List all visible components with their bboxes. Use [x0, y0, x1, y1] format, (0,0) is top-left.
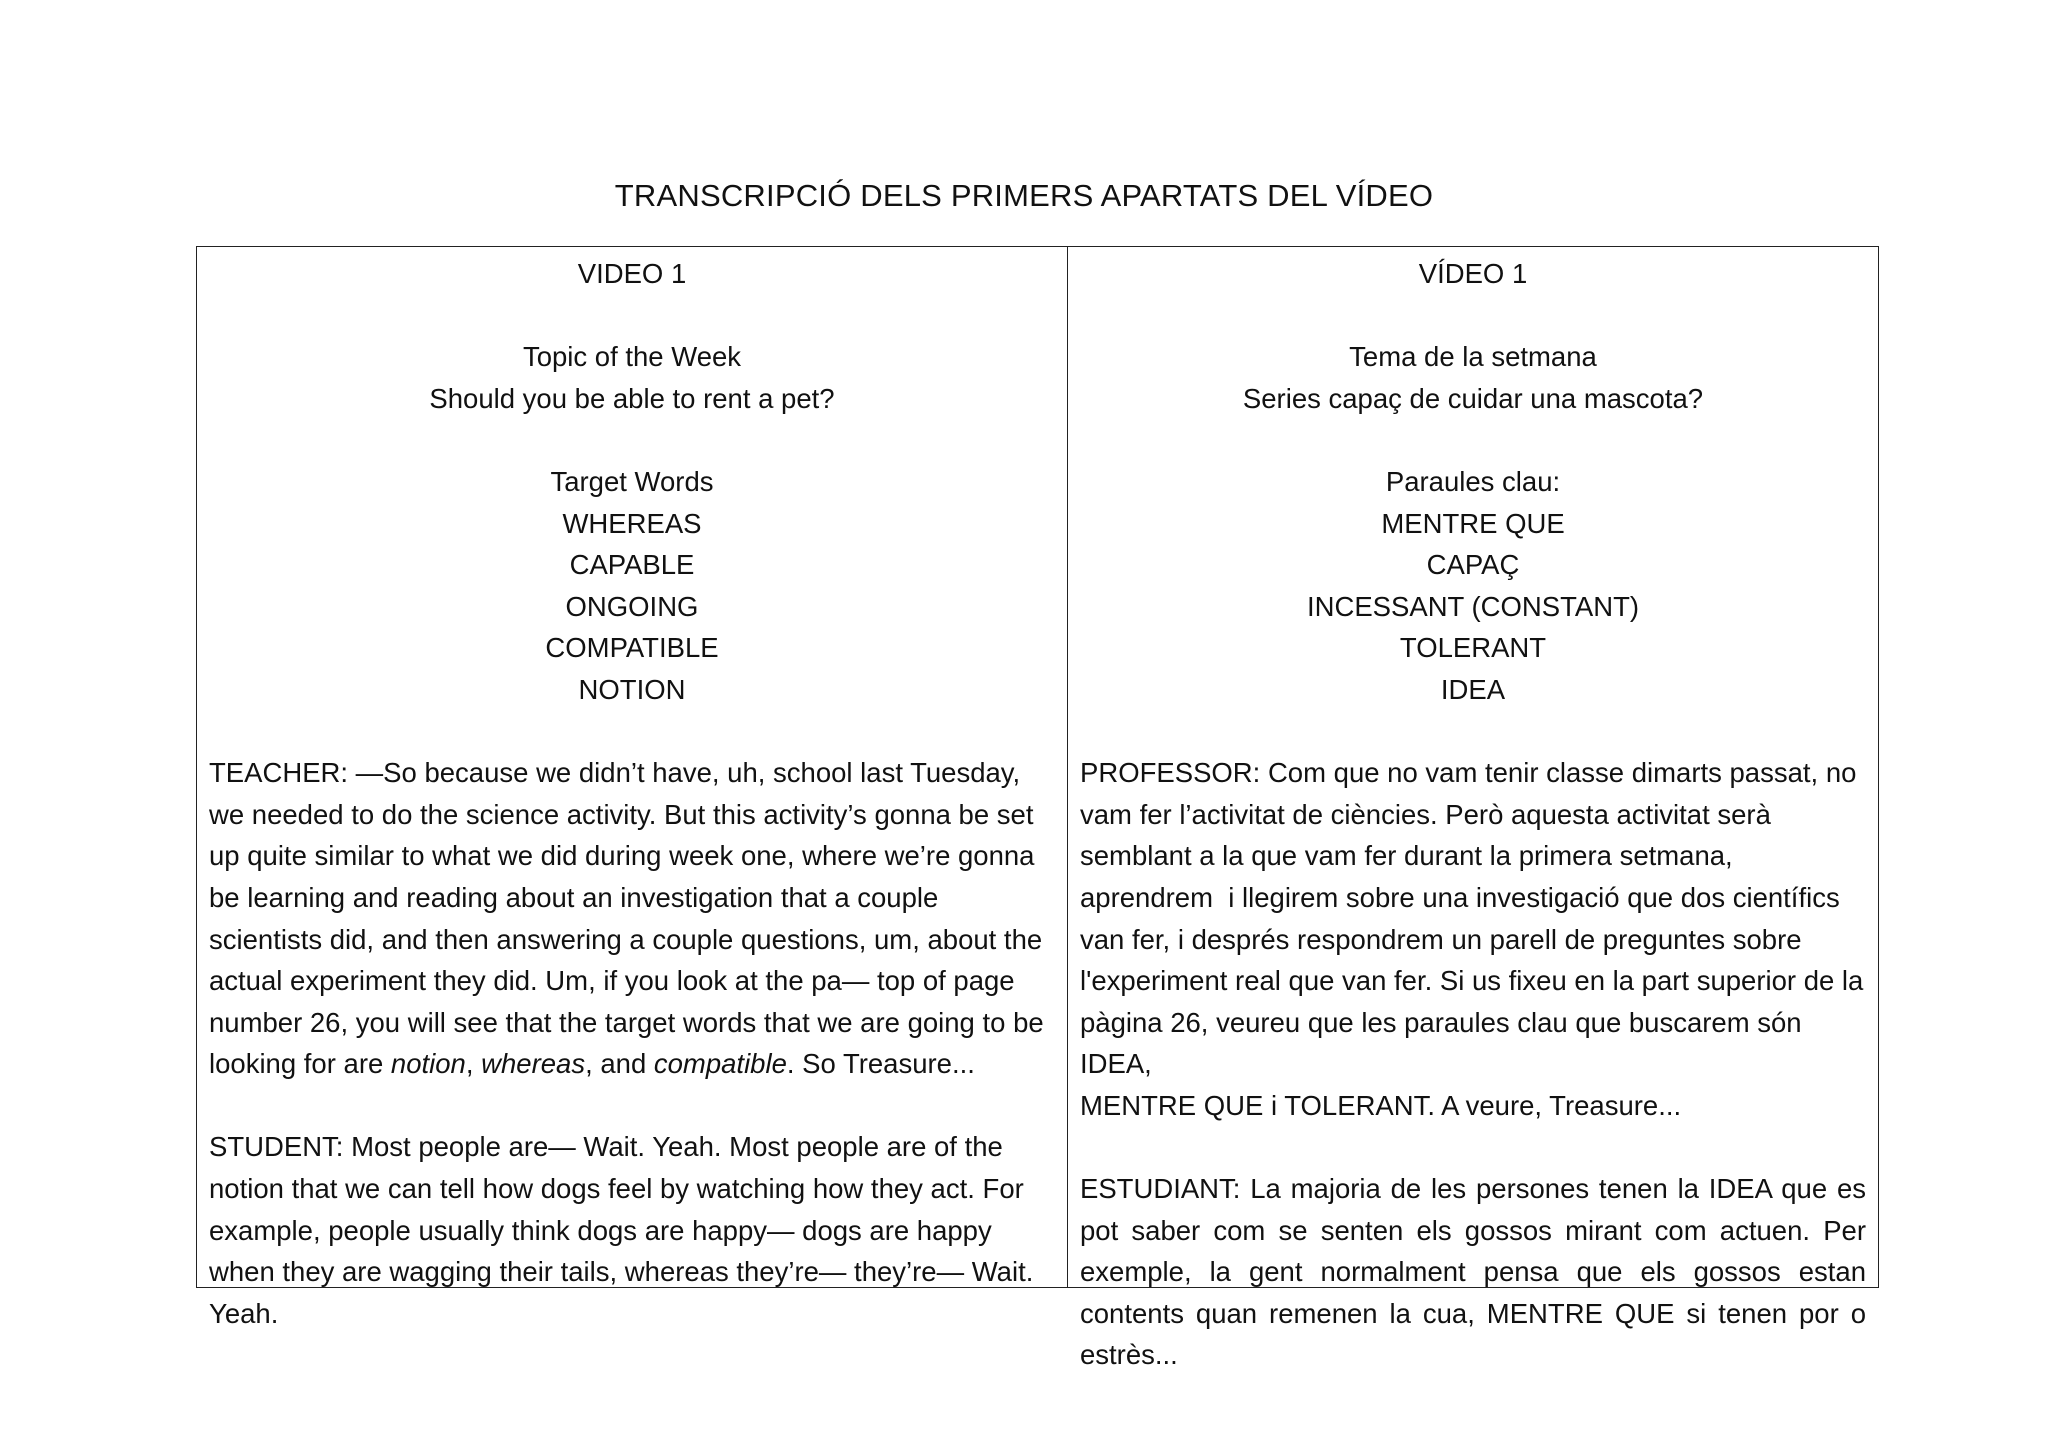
catalan-teacher-line: aprendrem i llegirem sobre una investigació que dos científics: [1080, 881, 1840, 913]
english-topic-label: Topic of the Week: [522, 341, 742, 373]
english-teacher-text: TEACHER: —So because we didn’t have, uh, school last Tuesday, we needed to do the science activity. But this activity’s gonna be set up quite similar to what we did during week one, where we’re gonna be learning and reading about an investigation that a couple scientists did, and then answering a couple questions, um, about the actual experiment they did. Um, if you look at the pa— top of page number 26, you will see that the target words that we are going to be looking for are: [209, 757, 1044, 1080]
english-target-word-notion: notion: [390, 1048, 466, 1080]
spacer: [209, 419, 1055, 461]
english-target-word: WHEREAS: [562, 507, 702, 539]
english-teacher-separator: ,: [465, 1048, 482, 1080]
english-column: [197, 247, 1068, 1329]
catalan-target-word: TOLERANT: [1399, 632, 1547, 664]
catalan-teacher-line: MENTRE QUE i TOLERANT. A veure, Treasure...: [1080, 1089, 1682, 1121]
english-target-word: NOTION: [578, 673, 686, 705]
english-video-heading: VIDEO 1: [577, 258, 687, 289]
spacer: [1080, 711, 1866, 753]
spacer: [209, 295, 1055, 337]
catalan-teacher-paragraph: [1080, 752, 1866, 1126]
english-target-word-whereas: whereas: [481, 1048, 586, 1080]
english-teacher-ending: . So Treasure...: [786, 1048, 975, 1080]
spacer: [1080, 295, 1866, 337]
catalan-student-paragraph: ESTUDIANT: La majoria de les persones tenen la IDEA que es pot saber com se senten els gossos mirant com actuen. Per exemple, la gent normalment pensa que els gossos estan contents quan remenen la cua, MENTRE QUE si tenen por o estrès...: [1080, 1173, 1866, 1371]
catalan-target-word: IDEA: [1440, 673, 1506, 705]
spacer: [209, 1085, 1055, 1127]
catalan-video-heading: VÍDEO 1: [1418, 258, 1528, 289]
english-target-word: COMPATIBLE: [545, 632, 719, 664]
transcript-table: [196, 246, 1879, 1371]
english-target-label: Target Words: [550, 465, 714, 497]
spacer: [1080, 419, 1866, 461]
english-target-word: ONGOING: [565, 590, 699, 622]
english-student-paragraph: STUDENT: Most people are— Wait. Yeah. Most people are of the notion that we can tell how dogs feel by watching how they act. For example, people usually think dogs are happy— dogs are happy when they are wagging their tails, whereas they’re— they’re— Wait. Yeah.: [209, 1131, 1034, 1329]
english-topic-question: Should you be able to rent a pet?: [429, 382, 835, 414]
catalan-target-word: CAPAÇ: [1426, 549, 1520, 581]
catalan-teacher-line: vam fer l’activitat de ciències. Però aquesta activitat serà: [1080, 798, 1771, 830]
catalan-topic-label: Tema de la setmana: [1349, 341, 1597, 373]
catalan-teacher-line: pàgina 26, veureu que les paraules clau que buscarem són IDEA,: [1080, 1006, 1802, 1080]
document-title: TRANSCRIPCIÓ DELS PRIMERS APARTATS DEL VÍDEO: [614, 178, 1434, 213]
catalan-teacher-line: l'experiment real que van fer. Si us fixeu en la part superior de la: [1080, 965, 1864, 997]
english-teacher-paragraph: [209, 752, 1055, 1085]
english-teacher-separator: , and: [585, 1048, 654, 1080]
catalan-topic-question: Series capaç de cuidar una mascota?: [1242, 382, 1704, 414]
english-target-word-compatible: compatible: [653, 1048, 787, 1080]
catalan-target-label: Paraules clau:: [1385, 465, 1561, 497]
spacer: [1080, 1126, 1866, 1168]
catalan-column: [1068, 247, 1878, 1371]
english-target-word: CAPABLE: [569, 549, 695, 581]
catalan-teacher-line: semblant a la que vam fer durant la primera setmana,: [1080, 840, 1733, 872]
spacer: [209, 711, 1055, 753]
catalan-target-word: MENTRE QUE: [1381, 507, 1565, 539]
catalan-teacher-line: van fer, i després respondrem un parell de preguntes sobre: [1080, 923, 1802, 955]
catalan-teacher-line: PROFESSOR: Com que no vam tenir classe dimarts passat, no: [1080, 757, 1857, 789]
catalan-target-word: INCESSANT (CONSTANT): [1306, 590, 1640, 622]
